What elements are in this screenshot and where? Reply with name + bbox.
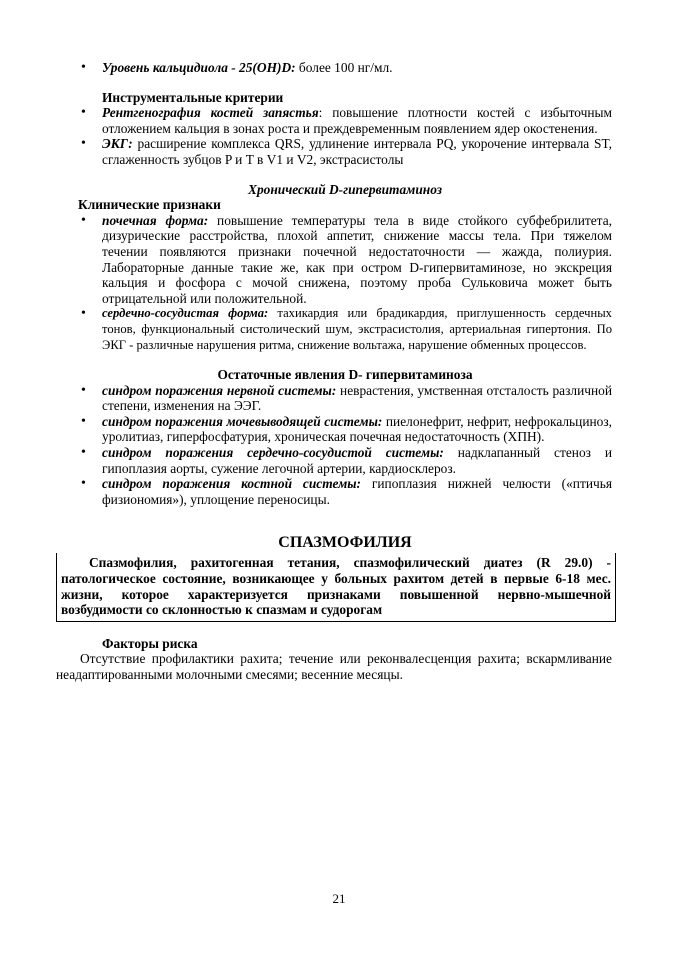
list-item xyxy=(78,105,612,136)
definition-box xyxy=(56,553,616,621)
risk-factors-body: Отсутствие профилактики рахита; течение или реконвалесценция рахита; вскармливание неадаптированными молочными смесями; весенние месяцы. xyxy=(56,651,612,682)
residual-list xyxy=(78,383,612,508)
list-item xyxy=(78,306,612,353)
clinical-signs-heading: Клинические признаки xyxy=(78,197,221,213)
item-label: синдром поражения нервной системы: xyxy=(102,382,337,398)
instrumental-list xyxy=(78,105,612,167)
list-item xyxy=(78,414,612,445)
definition-text: Спазмофилия, рахитогенная тетания, спазмофилический диатез (R 29.0) - патологическое состояние, возникающее у больных рахитом детей в первые 6-18 мес. жизни, которое характеризуется признаками повышенной нервно-мышечной возбудимости со склонностью к спазмам и судорогам xyxy=(61,555,611,618)
item-label: Рентгенография костей запястья xyxy=(102,105,319,121)
item-text: более 100 нг/мл. xyxy=(295,60,393,75)
risk-factors-text xyxy=(56,651,612,682)
item-text: : повышение плотности костей с избыточным отложением кальция в зонах роста и преждевременным появлением ядер окостенения. xyxy=(102,105,612,136)
item-label: Уровень кальцидиола - 25(OH)D: xyxy=(102,60,296,75)
document-page xyxy=(56,60,612,683)
list-item xyxy=(78,383,612,414)
item-text: неврастения, умственная отсталость различной степени, изменения на ЭЭГ. xyxy=(102,382,612,414)
item-label: ЭКГ: xyxy=(102,136,133,152)
item-label: синдром поражения сердечно-сосудистой системы: xyxy=(102,445,444,461)
instrumental-heading: Инструментальные критерии xyxy=(102,89,284,105)
risk-factors-heading: Факторы риска xyxy=(102,635,198,651)
chronic-title: Хронический D-гипервитаминоз xyxy=(248,181,442,197)
list-item xyxy=(78,445,612,476)
item-text: надклапанный стеноз и гипоплазия аорты, сужение легочной артерии, кардиосклероз. xyxy=(102,445,612,476)
list-item xyxy=(78,213,612,307)
chronic-forms-list xyxy=(78,213,612,353)
list-item xyxy=(78,136,612,167)
page-number: 21 xyxy=(332,891,346,906)
item-label: синдром поражения мочевыводящей системы: xyxy=(102,413,383,429)
residual-heading: Остаточные явления D- гипервитаминоза xyxy=(217,367,473,383)
item-text: расширение комплекса QRS, удлинение интервала PQ, укорочение интервала ST, сглаженность зубцов P и T в V1 и V2, экстрасистолы xyxy=(102,136,612,167)
lab-criteria-list xyxy=(78,60,612,76)
item-label: почечная форма: xyxy=(102,212,209,228)
list-item xyxy=(78,60,612,76)
section-title: СПАЗМОФИЛИЯ xyxy=(278,534,412,552)
list-item xyxy=(78,476,612,507)
item-label: синдром поражения костной системы: xyxy=(102,476,362,492)
item-label: сердечно-сосудистая форма: xyxy=(102,306,269,321)
item-text: гипоплазия нижней челюсти («птичья физиономия»), уплощение переносицы. xyxy=(102,476,612,507)
item-text: пиелонефрит, нефрит, нефрокальциноз, уролитиаз, гиперфосфатурия, хроническая почечная недостаточность (ХПН). xyxy=(102,413,612,445)
item-text: повышение температуры тела в виде стойкого субфебрилитета, дизурические расстройства, плохой аппетит, снижение массы тела. При тяжелом течении появляются признаки почечной недостаточности — жажда, полиурия. Лабораторные данные такие же, как при остром D-гипервитаминозе, но экскреция кальция и фосфора с мочой снижена, поэтому проба Сульковича может быть отрицательной или положительной. xyxy=(102,212,612,306)
item-text: тахикардия или брадикардия, приглушенность сердечных тонов, функциональный систолический шум, экстрасистолия, артериальная гипертония. По ЭКГ - различные нарушения ритма, снижение вольтажа, нарушение обменных процессов. xyxy=(102,306,612,352)
